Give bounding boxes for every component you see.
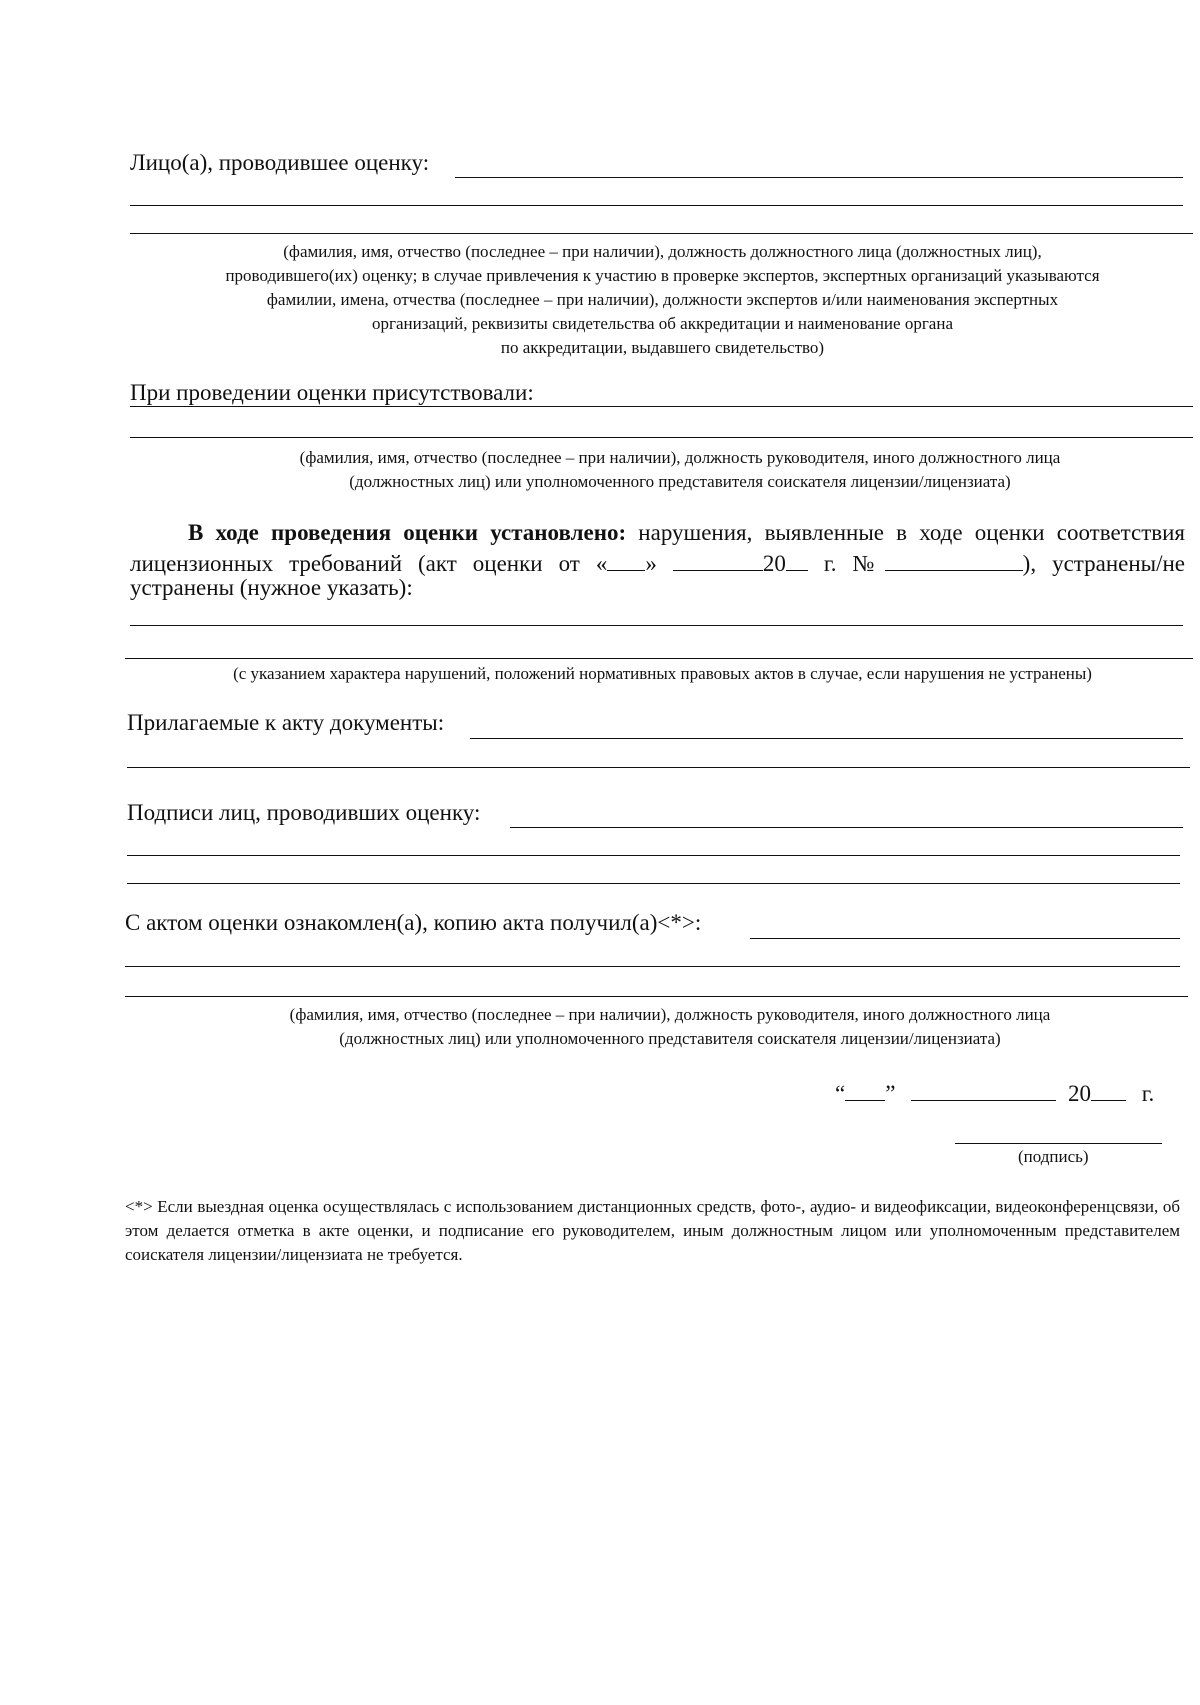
acknowledged-line-2[interactable] — [125, 966, 1180, 967]
caption-line: (фамилия, имя, отчество (последнее – при наличии), должность должностного лица (должностных лиц), — [283, 242, 1042, 261]
present-line-2[interactable] — [130, 437, 1193, 438]
present-caption — [200, 446, 1160, 494]
caption-line: проводившего(их) оценку; в случае привлечения к участию в проверке экспертов, экспертных организаций указываются — [225, 266, 1100, 285]
findings-bold-lead: В ходе проведения оценки установлено: — [188, 520, 627, 545]
signature-line[interactable] — [955, 1143, 1162, 1144]
signatures-label: Подписи лиц, проводивших оценку: — [127, 800, 481, 825]
caption-line: (должностных лиц) или уполномоченного представителя соискателя лицензии/лицензиата) — [349, 472, 1011, 491]
date-row — [835, 1078, 1154, 1107]
findings-text-e: № — [852, 551, 885, 576]
signature-caption: (подпись) — [1018, 1147, 1089, 1166]
acknowledged-line-3[interactable] — [125, 996, 1188, 997]
signatures-line-2[interactable] — [127, 855, 1180, 856]
date-open-quote: “ — [835, 1081, 846, 1106]
acknowledged-caption — [180, 1003, 1160, 1051]
act-day-field[interactable] — [607, 548, 645, 571]
acknowledged-label: С актом оценки ознакомлен(а), копию акта получил(а)<*>: — [125, 910, 702, 935]
present-line-1[interactable] — [130, 406, 1193, 407]
caption-line: (должностных лиц) или уполномоченного представителя соискателя лицензии/лицензиата) — [339, 1029, 1001, 1048]
date-year-field[interactable] — [1091, 1078, 1126, 1101]
act-number-field[interactable] — [885, 548, 1023, 571]
date-month-field[interactable] — [911, 1078, 1056, 1101]
assessor-line-2[interactable] — [130, 205, 1183, 206]
signatures-line-1[interactable] — [510, 827, 1183, 828]
caption-line: (фамилия, имя, отчество (последнее – при наличии), должность руководителя, иного должностного лица — [289, 1005, 1051, 1024]
findings-line-blank-2[interactable] — [125, 658, 1193, 659]
caption-line: фамилии, имена, отчества (последнее – при наличии), должности экспертов и/или наименования экспертных — [266, 290, 1059, 309]
act-month-field[interactable] — [673, 548, 763, 571]
date-year-prefix: 20 — [1067, 1081, 1091, 1106]
attachments-line-1[interactable] — [470, 738, 1183, 739]
findings-line-1 — [130, 520, 1185, 546]
signatures-line-3[interactable] — [127, 883, 1180, 884]
findings-text-f: ), устранены/не — [1022, 551, 1185, 576]
date-close-quote: ” — [885, 1081, 896, 1106]
findings-text-a: лицензионных требований (акт оценки от « — [130, 551, 608, 576]
assessor-line-3[interactable] — [130, 233, 1193, 234]
findings-text-b: » — [645, 551, 657, 576]
findings-line1-rest: нарушения, выявленные в ходе оценки соответствия — [638, 520, 1185, 545]
footnote: <*> Если выездная оценка осуществлялась с использованием дистанционных средств, фото-, аудио- и видеофиксации, видеоконференцсвязи, об этом делается отметка в акте оценки, и подписание его руководителем, иным должностным лицом или уполномоченным представителем соискателя лицензии/лицензиата не требуется. — [125, 1197, 1180, 1264]
findings-line-blank-1[interactable] — [130, 625, 1183, 626]
assessor-line-1[interactable] — [455, 177, 1183, 178]
assessor-label: Лицо(а), проводившее оценку: — [130, 150, 430, 175]
act-year-field[interactable] — [786, 548, 808, 571]
attachments-line-2[interactable] — [127, 767, 1190, 768]
findings-line-3: устранены (нужное указать): — [130, 575, 413, 600]
assessor-caption — [125, 240, 1200, 360]
findings-line-2 — [130, 548, 1185, 577]
date-day-field[interactable] — [845, 1078, 885, 1101]
acknowledged-line-1[interactable] — [750, 938, 1180, 939]
caption-line: организаций, реквизиты свидетельства об аккредитации и наименование органа — [371, 314, 953, 333]
attachments-label: Прилагаемые к акту документы: — [127, 710, 445, 735]
findings-text-d: г. — [823, 551, 837, 576]
caption-line: по аккредитации, выдавшего свидетельство) — [500, 338, 825, 357]
date-year-suffix: г. — [1141, 1081, 1155, 1106]
present-label: При проведении оценки присутствовали: — [130, 380, 534, 405]
findings-text-c: 20 — [762, 551, 786, 576]
findings-caption: (с указанием характера нарушений, положений нормативных правовых актов в случае, если нарушения не устранены) — [233, 664, 1092, 683]
caption-line: (фамилия, имя, отчество (последнее – при наличии), должность руководителя, иного должностного лица — [299, 448, 1061, 467]
